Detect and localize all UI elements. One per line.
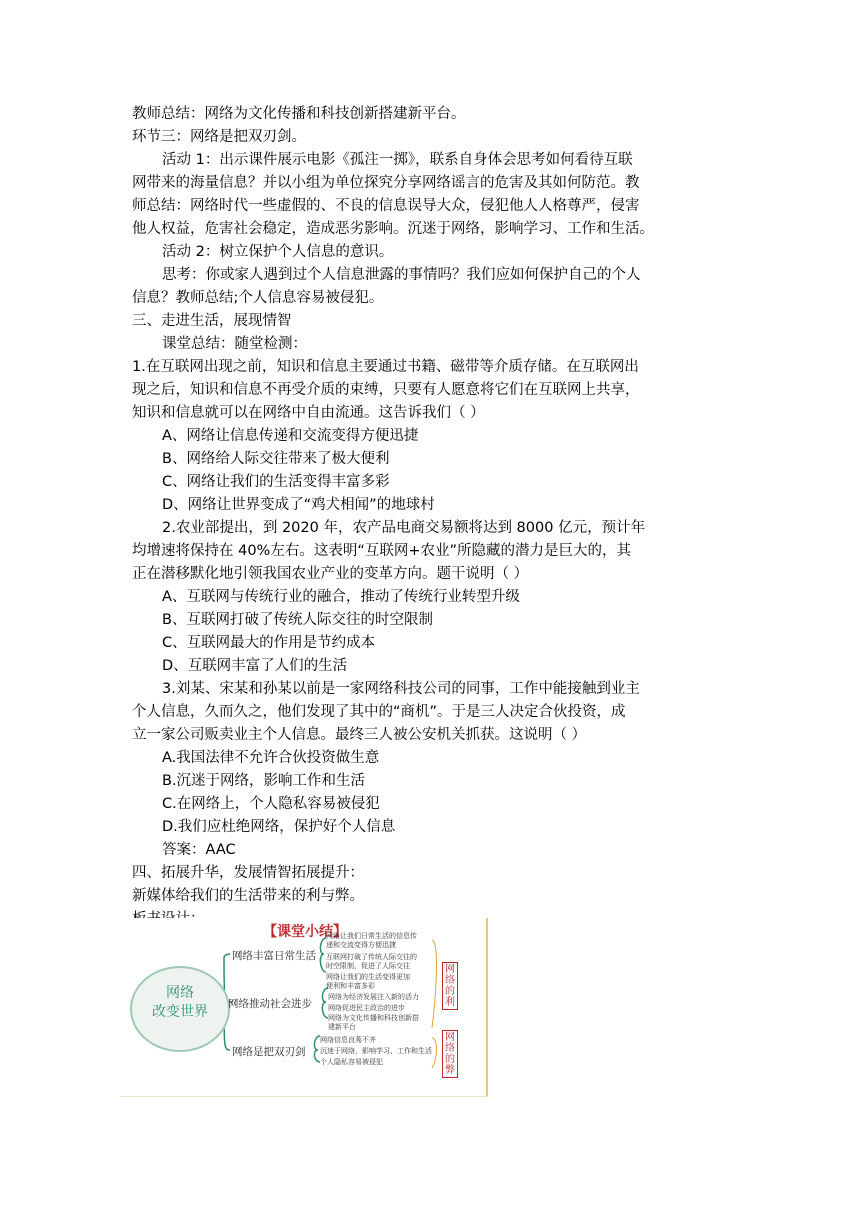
leaf-text: 建新平台 <box>328 1023 356 1031</box>
side-label-benefit: 网络的利 <box>442 962 458 1010</box>
text-line: 活动 1：出示课件展示电影《孤注一掷》，联系自身体会思考如何看待互联 <box>162 152 633 168</box>
question-text: 1.在互联网出现之前，知识和信息主要通过书籍、磁带等介质存储。在互联网出 <box>132 359 639 375</box>
leaf-text: 网络让我们的生活变得更加 <box>326 973 410 981</box>
branch-label: 网络是把双刃剑 <box>232 1046 306 1058</box>
leaf-text: 沉迷于网络，影响学习、工作和生活 <box>320 1047 432 1055</box>
center-line-1: 网络 <box>166 985 194 1001</box>
leaf-text: 便利和丰富多彩 <box>326 982 375 990</box>
question-text: 个人信息，久而久之，他们发现了其中的“商机”。于是三人决定合伙投资，成 <box>132 704 626 720</box>
leaf-text: 网络让我们日常生活的信息传 <box>326 932 417 940</box>
side-label-drawback: 网络的弊 <box>442 1030 458 1078</box>
question-text: 3.刘某、宋某和孙某以前是一家网络科技公司的同事，工作中能接触到业主 <box>162 681 640 697</box>
branch-label: 网络推动社会进步 <box>228 998 312 1010</box>
text-line: 网带来的海量信息？并以小组为单位探究分享网络谣言的危害及其如何防范。教 <box>132 175 640 191</box>
option-c: C.在网络上，个人隐私容易被侵犯 <box>162 796 380 812</box>
leaf-text: 递和交流变得方便迅捷 <box>326 941 396 949</box>
leaf-text: 网络为经济发展注入新的活力 <box>328 993 419 1001</box>
section-heading: 四、拓展升华，发展情智拓展提升： <box>132 865 364 881</box>
option-b: B、网络给人际交往带来了极大便利 <box>162 451 390 467</box>
mindmap-title: 【课堂小结】 <box>263 924 347 940</box>
option-d: D.我们应杜绝网络，保护好个人信息 <box>162 819 396 835</box>
mindmap-center-label <box>130 984 230 1022</box>
question-text: 知识和信息就可以在网络中自由流通。这告诉我们（ ） <box>132 405 485 421</box>
option-c: C、互联网最大的作用是节约成本 <box>162 635 376 651</box>
leaf-text: 网络为文化传播和科技创新搭 <box>328 1014 419 1022</box>
question-text: 均增速将保持在 40%左右。这表明“互联网+农业”所隐藏的潜力是巨大的，其 <box>132 543 632 559</box>
leaf-text: 网络信息良莠不齐 <box>320 1036 376 1044</box>
question-text: 正在潜移默化地引领我国农业产业的变革方向。题干说明（ ） <box>132 566 529 582</box>
option-a: A、网络让信息传递和交流变得方便迅捷 <box>162 428 419 444</box>
option-a: A、互联网与传统行业的融合，推动了传统行业转型升级 <box>162 589 520 605</box>
question-text: 2.农业部提出，到 2020 年，农产品电商交易额将达到 8000 亿元，预计年 <box>162 520 646 536</box>
option-b: B.沉迷于网络，影响工作和生活 <box>162 773 366 789</box>
leaf-text: 网络促进民主政治的进步 <box>328 1004 405 1012</box>
option-d: D、网络让世界变成了“鸡犬相闻”的地球村 <box>162 497 435 513</box>
option-c: C、网络让我们的生活变得丰富多彩 <box>162 474 390 490</box>
option-d: D、互联网丰富了人们的生活 <box>162 658 348 674</box>
question-text: 立一家公司贩卖业主个人信息。最终三人被公安机关抓获。这说明（ ） <box>132 727 587 743</box>
text-line: 活动 2：树立保护个人信息的意识。 <box>162 244 394 260</box>
leaf-text: 时空限制，促进了人际交往 <box>326 962 410 970</box>
text-line: 课堂总结：随堂检测： <box>162 336 307 352</box>
answer-line: 答案：AAC <box>162 842 236 858</box>
board-design-mindmap <box>120 918 488 1097</box>
center-line-2: 改变世界 <box>152 1004 208 1020</box>
branch-label: 网络丰富日常生活 <box>232 950 316 962</box>
text-line: 思考：你或家人遇到过个人信息泄露的事情吗？我们应如何保护自己的个人 <box>162 267 641 283</box>
option-a: A.我国法律不允许合伙投资做生意 <box>162 750 380 766</box>
text-line: 教师总结：网络为文化传播和科技创新搭建新平台。 <box>132 106 466 122</box>
section-heading: 三、走进生活，展现情智 <box>132 313 292 329</box>
leaf-text: 互联网打破了传统人际交往的 <box>326 953 417 961</box>
text-line: 新媒体给我们的生活带来的利与弊。 <box>132 888 364 904</box>
text-line: 信息？教师总结;个人信息容易被侵犯。 <box>132 290 384 306</box>
leaf-text: 个人隐私容易被侵犯 <box>320 1058 383 1066</box>
question-text: 现之后，知识和信息不再受介质的束缚，只要有人愿意将它们在互联网上共享， <box>132 382 640 398</box>
option-b: B、互联网打破了传统人际交往的时空限制 <box>162 612 433 628</box>
text-line: 他人权益，危害社会稳定，造成恶劣影响。沉迷于网络，影响学习、工作和生活。 <box>132 221 654 237</box>
text-line: 师总结：网络时代一些虚假的、不良的信息误导大众，侵犯他人人格尊严，侵害 <box>132 198 640 214</box>
section-heading: 环节三：网络是把双刃剑。 <box>132 129 306 145</box>
